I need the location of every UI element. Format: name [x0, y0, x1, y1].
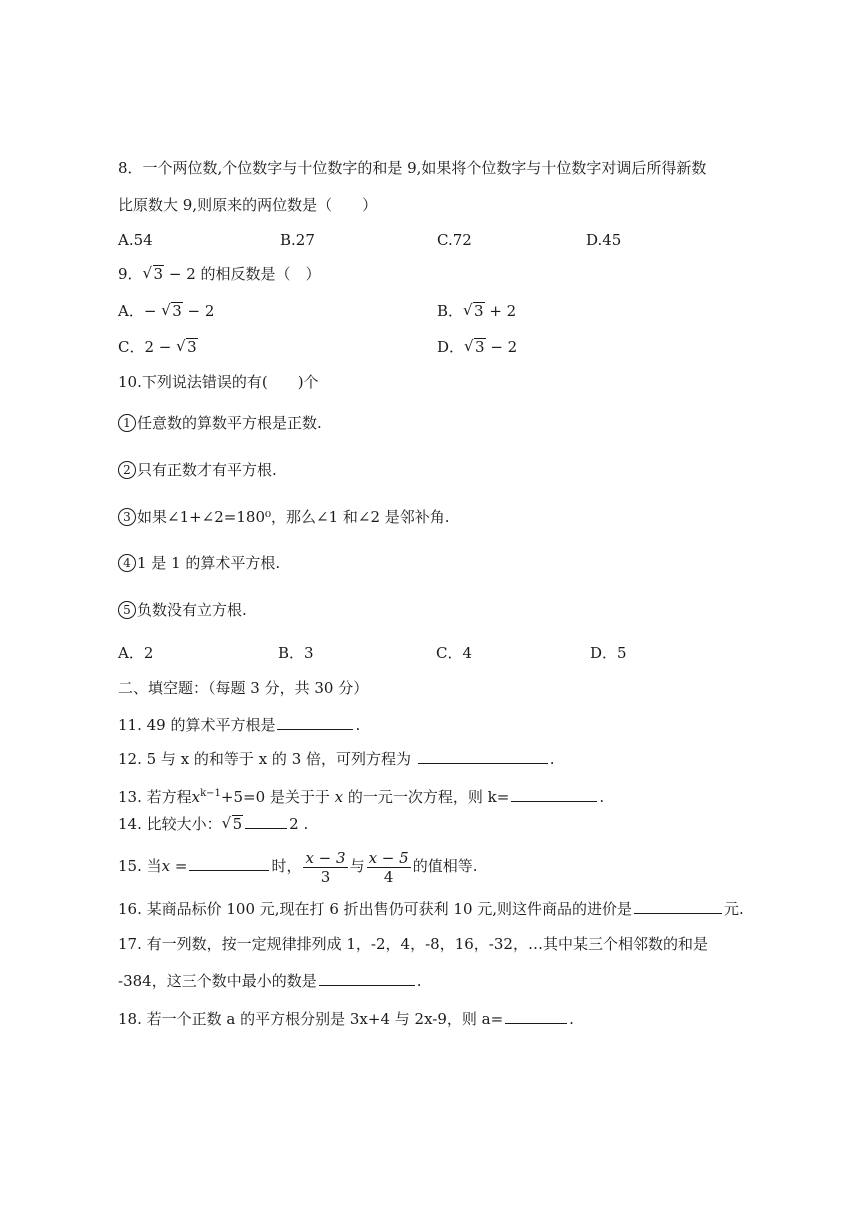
- q17-line1: 17. 有一列数，按一定规律排列成 1，-2，4，-8，16，-32，…其中某三个相邻数的和是: [118, 935, 708, 953]
- q13-exponent: k−1: [200, 788, 221, 799]
- q9-number: 9．: [118, 265, 143, 283]
- sqrt-symbol: [176, 337, 198, 357]
- fraction-denominator: 4: [383, 867, 394, 886]
- q15-text-post: 的值相等.: [412, 857, 478, 875]
- q15: [118, 846, 477, 886]
- q17-line2: [118, 970, 421, 991]
- sqrt-symbol: [464, 337, 486, 357]
- q9-expr-rest: − 2: [164, 265, 196, 283]
- q10-option-a: A．2: [118, 644, 154, 662]
- q9-option-c: [118, 337, 198, 357]
- q17-text: -384，这三个数中最小的数是: [118, 972, 317, 990]
- q10-statement-5: [118, 600, 247, 620]
- q10-stem: 10.下列说法错误的有( )个: [118, 373, 319, 391]
- q14: [118, 813, 308, 834]
- q9-option-b: [437, 301, 516, 321]
- q10-statement-1: [118, 413, 322, 433]
- statement-text: 负数没有立方根.: [137, 601, 247, 619]
- q15-text-mid: 时，: [271, 857, 302, 875]
- q13: [118, 784, 604, 807]
- fraction-numerator: x − 3: [305, 848, 346, 867]
- statement-text: 任意数的算数平方根是正数.: [137, 414, 322, 432]
- q9-stem-text: 的相反数是（ ）: [195, 265, 321, 283]
- option-label: A．: [118, 302, 144, 320]
- q13-text-mid: +5=0 是关于于: [220, 788, 335, 806]
- q16: [118, 898, 744, 919]
- answer-blank[interactable]: [634, 898, 722, 914]
- q18-text: 18. 若一个正数 a 的平方根分别是 3x+4 与 2x-9，则 a=: [118, 1010, 504, 1028]
- q8-option-d: D.45: [586, 231, 622, 249]
- option-label: B．: [437, 302, 464, 320]
- statement-text: 如果∠1+∠2=180⁰，那么∠1 和∠2 是邻补角.: [137, 508, 450, 526]
- q13-variable-2: x: [334, 788, 344, 806]
- q12: [118, 748, 555, 769]
- statement-text: 1 是 1 的算术平方根.: [137, 554, 281, 572]
- option-prefix: 2 −: [144, 338, 177, 356]
- q13-variable: x: [191, 788, 201, 806]
- answer-blank[interactable]: [189, 855, 269, 871]
- q13-period: .: [599, 788, 605, 806]
- q8-option-c: C.72: [437, 231, 472, 249]
- q15-equals: =: [170, 857, 188, 875]
- q10-option-d: D．5: [590, 644, 627, 662]
- q14-text-post: 2 .: [289, 815, 309, 833]
- fraction-numerator: x − 5: [368, 848, 409, 867]
- sqrt-symbol: [143, 264, 165, 284]
- radicand: 5: [232, 815, 243, 833]
- radicand: 3: [475, 338, 485, 356]
- sqrt-symbol: [222, 814, 244, 834]
- circled-number: 3: [118, 508, 136, 526]
- fraction-2: [367, 849, 411, 886]
- answer-blank[interactable]: [511, 786, 597, 802]
- q10-option-c: C．4: [436, 644, 473, 662]
- q10-statement-2: [118, 460, 277, 480]
- q9-option-a: [118, 301, 214, 321]
- q12-period: .: [549, 750, 555, 768]
- q11-period: .: [355, 716, 361, 734]
- q18: [118, 1008, 574, 1029]
- q13-text: 13. 若方程: [118, 788, 192, 806]
- sqrt-symbol: [463, 301, 485, 321]
- option-label: C．: [118, 338, 145, 356]
- option-label: D．: [437, 338, 465, 356]
- radicand: 3: [474, 302, 484, 320]
- option-suffix: + 2: [484, 302, 517, 320]
- q17-period: .: [416, 972, 422, 990]
- q8-option-a: A.54: [118, 231, 153, 249]
- q11-text: 11. 49 的算术平方根是: [118, 716, 276, 734]
- answer-blank[interactable]: [505, 1008, 567, 1024]
- circled-number: 2: [118, 461, 136, 479]
- fraction-denominator: 3: [320, 867, 331, 886]
- option-suffix: − 2: [182, 302, 215, 320]
- radicand: 3: [187, 338, 197, 356]
- q18-period: .: [569, 1010, 574, 1028]
- sqrt-symbol: [161, 301, 183, 321]
- circled-number: 5: [118, 601, 136, 619]
- section-2-title: 二、填空题：（每题 3 分，共 30 分）: [118, 679, 369, 697]
- q9-stem: [118, 264, 321, 284]
- q14-text: 14. 比较大小：: [118, 815, 222, 833]
- q9-radicand: 3: [153, 265, 164, 283]
- q15-and: 与: [349, 857, 365, 875]
- option-suffix: − 2: [485, 338, 518, 356]
- q8-stem-line1: 8．一个两位数,个位数字与十位数字的和是 9,如果将个位数字与十位数字对调后所得新数: [118, 159, 707, 177]
- circled-number: 4: [118, 554, 136, 572]
- q9-option-d: [437, 337, 517, 357]
- q10-statement-4: [118, 553, 280, 573]
- option-prefix: −: [143, 302, 162, 320]
- statement-text: 只有正数才有平方根.: [137, 461, 277, 479]
- q10-statement-3: [118, 507, 450, 527]
- q15-variable: x: [161, 857, 171, 875]
- answer-blank[interactable]: [245, 813, 287, 829]
- q15-text: 15. 当: [118, 857, 162, 875]
- answer-blank[interactable]: [277, 714, 353, 730]
- q12-text: 12. 5 与 x 的和等于 x 的 3 倍，可列方程为: [118, 750, 416, 768]
- radicand: 3: [172, 302, 182, 320]
- q13-text-mid2: 的一元一次方程，则 k=: [343, 788, 510, 806]
- q8-option-b: B.27: [280, 231, 315, 249]
- answer-blank[interactable]: [319, 970, 415, 986]
- q10-option-b: B．3: [278, 644, 314, 662]
- q16-text-post: 元.: [724, 900, 744, 918]
- answer-blank[interactable]: [418, 748, 548, 764]
- circled-number: 1: [118, 414, 136, 432]
- q16-text: 16. 某商品标价 100 元,现在打 6 折出售仍可获利 10 元,则这件商品的进价是: [118, 900, 633, 918]
- q11: [118, 714, 360, 735]
- fraction-1: [303, 849, 347, 886]
- q8-stem-line2: 比原数大 9,则原来的两位数是（ ）: [118, 196, 378, 214]
